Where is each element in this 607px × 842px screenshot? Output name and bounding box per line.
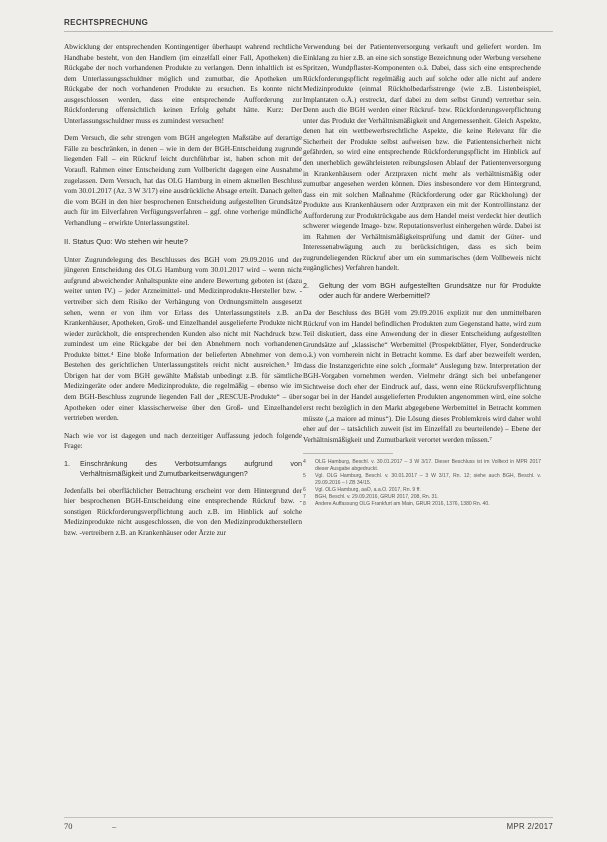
- paragraph: Da der Beschluss des BGH vom 29.09.2016 explizit nur den unmittelbaren Rückruf von im Handel befindlichen Produkten zum Gegenstand hatte, wird zum Teil diskutiert, dass eine Anwendung der in dieser Entscheidung aufgestellten Grundsätze auf „klassische“ Werbemittel (Prospektblätter, Flyer, Sonderdrucke o.ä.) von vornherein nicht in Betracht komme. Es darf aber bezweifelt werden, dass die Instanzgerichte eine solch „formale“ Auslegung bzw. Interpretation der BGH-Vorgaben vornehmen werden. Vielmehr drängt sich bei unbefangener Sichtweise doch eher der Eindruck auf, dass, wenn eine Rückrufsverpflichtung sogar bei in der Handel ausgelieferten Produkten angenommen wird, eine solche erst recht bezüglich in den Markt abgegebene Werbemittel in Betracht kommen müsste („a maiore ad minus“). Die Lösung dieses Problemkreis wird daher wohl eher auf der – tatsächlich zuweit (ist im Einzelfall zu beurteilende) – Ebene der Verhältnismäßigkeit und Zumutbarkeit verortet werden müssen.⁷: [303, 308, 541, 444]
- paragraph: Unter Zugrundelegung des Beschlusses des BGH vom 29.09.2016 und der jüngeren Entscheidung des OLG Hamburg vom 30.01.2017 wird – wenn nicht aufgrund abweichender Anhaltspunkte eine andere Bewertung geboten ist (dazu weiter unten IV.) – jeder Arzneimittel- und Medizinprodukte-Hersteller bzw. -vertreiber sich dem Risiko der Verhängung von Ordnungsmitteln ausgesetzt sehen, wenn er von ihm vor Erlass des Unterlassungstitels z.B. an Krankenhäuser, Apotheken, Groß- und Einzelhandel ausgelieferte Produkte nicht wieder zurückholt, die entsprechenden Kunden also nicht mit Nachdruck bzw. zumindest um eine Rückgabe der bei den Abnehmern noch vorhandenen Produkte bittet.⁴ Eine bloße Information der belieferten Abnehmer von dem Bestehen des gerichtlichen Unterlassungstitels reicht nicht ausreichen.⁵ Im Übrigen hat der vom BGH gewählte Maßstab unbedingt z.B. für sämtliche Medizingeräte oder andere Medizinprodukte, die regelmäßig – ebenso wie im dem BGH-Beschluss zugrunde liegenden Fall der „RESCUE-Produkte“ – über Apotheken oder einer klassischerweise über den Groß- und Einzelhandel vertrieben werden.: [64, 254, 302, 423]
- paragraph: Verwendung bei der Patientenversorgung verkauft und geliefert worden. Im Einklang zu hier z.B. an eine sich sonstige Bezeichnung oder Werbung versehene Spritzen, Wundpflaster-Komponenten o.ä. Dabei, dass sich eine entsprechende Rückforderungspflicht regelmäßig auch auf solche oder alle nicht auf andere Medizinprodukte (einmal Rückholbedarfsstrenge (wie z.B. Listenbeispiel, Implantaten o.Ä.) erstreckt, darf dabei zu dem selbst Grund) vertretbar sein. Denn auch die BGH werden einer Rückruf- bzw. Rückforderungsverpflichtung unter das Produkt der Verhältnismäßigkeit und Angemessenheit. Gleich Aspekte, denen hat ein wettbewerbsrechtliche Aspekte, die keine Relevanz für die Sicherheit der Produkte selbst aufweisen bzw. die Patientensicherheit nicht gefährden, so wird eine entsprechende Rückforderungspflicht im Hinblick auf den unerheblich gewährleisteten reibungslosen Ablauf der Patientenversorgung in Krankenhäusern oder Arztpraxen nicht mehr als verhältnismäßig oder zumutbar angesehen werden können. Dies insbesondere vor dem Hintergrund, dass ein mit solchen Maßnahme (Rückforderung oder gar Rückholung) der Produkte aus Krankenhäusern oder Arztpraxen ein mit der Kontrollinstanz der Aufforderung zur Produktrückgabe aus dem Handel meist verdeckt hier deutlich schwerer wiegende Image- bzw. Reputationsverlust einhergehen würde. Dabei ist im Rahmen der Verhältnismäßigkeitsprüfung und damit der Güter- und Interessenabwägung auch zu berücksichtigen, dass es sich beim zugrundeliegenden Rückruf aber um ein summarisches (dem Vollbeweis nicht zugängliches) Verfahren handelt.: [303, 42, 541, 273]
- paragraph: Nach wie vor ist dagegen und nach derzeitiger Auffassung jedoch folgende Frage:: [64, 430, 302, 451]
- footnote: 6 Vgl. OLG Hamburg, aaO, a.a.O. 2017, Rn. 9 ff.: [303, 487, 421, 494]
- header-rule: [64, 31, 553, 32]
- paragraph: Dem Versuch, die sehr strengen vom BGH angelegten Maßstäbe auf derartige Fälle zu beschränken, in denen – wie in dem der BGH-Entscheidung zugrunde liegenden Fall – ein Rückruf leicht durchführbar ist, haben schon mit der Voraufl. Rahmen einer Entscheidung zum Vollbericht dagegen eine Ausnahme zugelassen. Dem Versuch, hat das OLG Hamburg in einem aktuellen Beschluss vom 30.01.2017 (Az. 3 W 3/17) eine ausdrückliche Absage erteilt. Danach gelten die vom BGH in den hier besprochenen Entscheidung aufgestellten Grundsätze auch für im Eilverfahren Verfügungsverfahren – ggf. ohne vorherige mündliche Verhandlung – erwirkte Unterlassungstitel.: [64, 133, 302, 227]
- section-header: RECHTSPRECHUNG: [64, 18, 149, 27]
- page-dash: –: [112, 822, 117, 831]
- footnotes: [303, 459, 541, 508]
- section-heading: II. Status Quo: Wo stehen wir heute?: [64, 237, 188, 247]
- subsection-heading: [64, 459, 302, 479]
- footer-rule: [64, 817, 553, 818]
- right-column: [303, 42, 541, 508]
- footnote: 8 Andere Auffassung OLG Frankfurt am Main, GRUR 2016, 1376, 1380 Rn. 40.: [303, 501, 490, 508]
- footnote: 4 OLG Hamburg, Beschl. v. 30.01.2017 – 3 W 3/17. Dieser Beschluss ist im Volltext in MPR 2017 dieser Ausgabe abgedruckt.: [303, 459, 541, 473]
- left-column: [64, 42, 302, 545]
- footnote: 7 BGH, Beschl. v. 29.09.2016, GRUR 2017, 208, Rn. 31.: [303, 494, 439, 501]
- subsection-number: 2.: [303, 281, 309, 291]
- page-number: 70: [64, 822, 73, 831]
- subsection-number: 1.: [64, 458, 70, 468]
- journal-issue: MPR 2/2017: [506, 822, 553, 831]
- subsection-title: Einschränkung des Verbotsumfangs aufgrund von Verhältnismäßigkeit und Zumutbarkeitserwägungen?: [80, 458, 302, 478]
- subsection-title: Geltung der vom BGH aufgestellten Grundsätze nur für Produkte oder auch für andere Werbemittel?: [319, 281, 541, 301]
- paragraph: Abwicklung der entsprechenden Kontingentiger überhaupt wahrend rechtliche Handhabe besteht, von den Handlern (im einzelfall einer Fall, Apotheken) die Rückgabe der noch vorhandenen Produkte zu verlangen. Denn inhaltlich ist es dem Unterlassungsschuldner möglich und zumutbar, die Apotheken um Rückgabe der noch vorhandenen Produkte zu ersuchen. Es konnte nicht ausgeschlossen werden, dass eine entsprechende Aufforderung zur Rückforderung offensichtlich keinen Erfolg gehabt hätte. Kurz: Der Unterlassungsschuldner muss es zumindest versuchen!: [64, 42, 302, 125]
- footnote: 5 Vgl. OLG Hamburg, Beschl. v. 30.01.2017 – 3 W 3/17, Rn. 12; siehe auch BGH, Beschl. v. 29.09.2016 – I ZB 34/15.: [303, 473, 541, 487]
- footnote-rule: [303, 453, 393, 454]
- paragraph: Jedenfalls bei oberflächlicher Betrachtung erscheint vor dem Hintergrund der hier besprochenen BGH-Entscheidung eine entsprechende Rückruf bzw. -sonstigen Rückforderungsverpflichtung auch z.B. im Hinblick auf solche Medizinprodukte nicht ausgeschlossen, die von den Medizinproduktherstellern bzw. -vertreibern z.B. an Krankenhäuser oder Ärzte zur: [64, 485, 302, 537]
- subsection-heading: [303, 281, 541, 301]
